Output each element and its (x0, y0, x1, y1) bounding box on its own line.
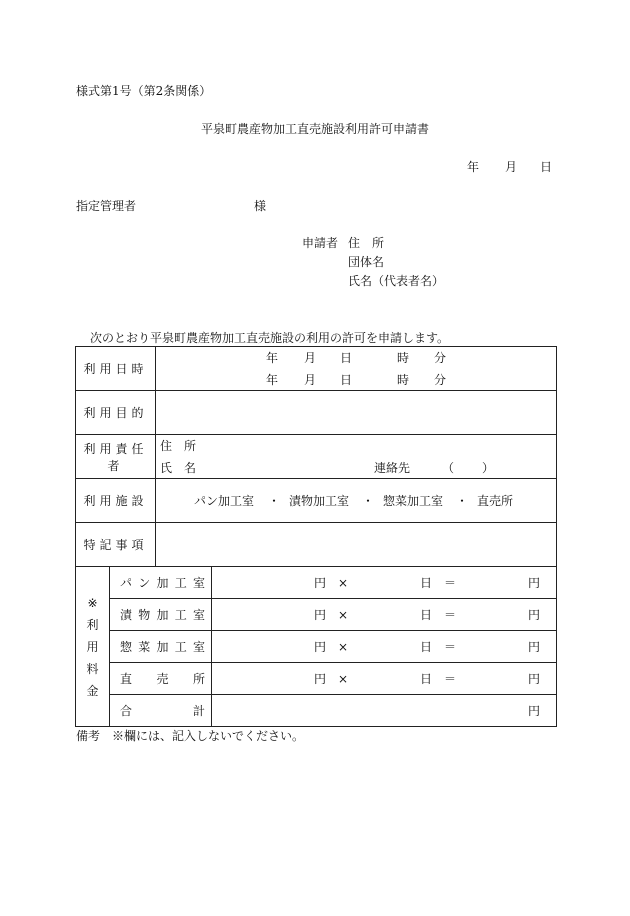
fee-side-char: 用 (86, 639, 99, 654)
dt-end-minute: 分 (434, 373, 447, 387)
dt-end-hour: 時 (397, 373, 410, 387)
form-code: 様式第1号（第2条関係） (76, 84, 212, 98)
applicant-name-label: 氏名（代表者名） (348, 274, 445, 288)
addressee-label: 指定管理者 (76, 199, 137, 213)
manager-contact-label: 連絡先 (374, 461, 411, 475)
purpose-field[interactable] (156, 391, 557, 435)
fee-row (76, 631, 557, 663)
form-title: 平泉町農産物加工直売施設利用許可申請書 (200, 122, 429, 136)
manager-field[interactable] (156, 435, 557, 479)
fee-label-shop: 直 売 所 (110, 663, 212, 695)
fee-label-pickles: 漬 物 加 工 室 (110, 599, 212, 631)
remarks-row (76, 523, 557, 567)
dt-start-day: 日 (340, 351, 353, 365)
fee-side-char: 利 (86, 617, 99, 632)
fee-label-deli: 惣 菜 加 工 室 (110, 631, 212, 663)
fee-calc-pickles[interactable]: 円 × 日 ＝ 円 (212, 599, 557, 631)
dt-end-year: 年 (266, 373, 279, 387)
contact-paren-open: （ (442, 461, 455, 475)
contact-paren-close: ） (482, 461, 495, 475)
fee-label-bread: パ ン 加 工 室 (110, 567, 212, 599)
purpose-label: 利用目的 (76, 391, 156, 435)
purpose-row (76, 391, 557, 435)
fee-calc-bread[interactable]: 円 × 日 ＝ 円 (212, 567, 557, 599)
fee-side-char: 金 (86, 683, 99, 698)
datetime-row (76, 347, 557, 391)
facility-option-deli[interactable]: 惣菜加工室 (383, 494, 444, 508)
manager-name-label: 氏 名 (160, 461, 197, 475)
manager-address-label: 住 所 (160, 439, 197, 453)
facility-sep: ・ (456, 494, 469, 508)
dt-start-minute: 分 (434, 351, 447, 365)
remarks-field[interactable] (156, 523, 557, 567)
dt-start-hour: 時 (397, 351, 410, 365)
facility-option-pickles[interactable]: 漬物加工室 (289, 494, 350, 508)
datetime-field[interactable] (156, 347, 557, 391)
dt-end-month: 月 (304, 373, 317, 387)
dt-start-month: 月 (304, 351, 317, 365)
manager-row (76, 435, 557, 479)
addressee-suffix: 様 (254, 199, 267, 213)
application-table (75, 346, 557, 727)
fee-calc-deli[interactable]: 円 × 日 ＝ 円 (212, 631, 557, 663)
fee-side-label (76, 567, 110, 727)
applicant-group-label: 団体名 (348, 255, 385, 269)
fee-total-row (76, 695, 557, 727)
footnote: 備考 ※欄には、記入しないでください。 (76, 729, 305, 743)
date-day-label: 日 (540, 160, 553, 174)
facility-sep: ・ (362, 494, 375, 508)
remarks-label: 特記事項 (76, 523, 156, 567)
fee-row (76, 663, 557, 695)
facility-field (156, 479, 557, 523)
dt-end-day: 日 (340, 373, 353, 387)
facility-option-shop[interactable]: 直売所 (477, 494, 514, 508)
fee-side-char: ※ (87, 595, 98, 610)
fee-row (76, 567, 557, 599)
facility-sep: ・ (268, 494, 281, 508)
date-month-label: 月 (505, 160, 518, 174)
applicant-label: 申請者 (302, 236, 339, 250)
fee-label-total: 合 計 (110, 695, 212, 727)
fee-side-char: 料 (86, 661, 99, 676)
datetime-label: 利用日時 (76, 347, 156, 391)
fee-row (76, 599, 557, 631)
applicant-address-label: 住 所 (348, 236, 385, 250)
fee-calc-shop[interactable]: 円 × 日 ＝ 円 (212, 663, 557, 695)
facility-label: 利用施設 (76, 479, 156, 523)
facility-row (76, 479, 557, 523)
intro-text: 次のとおり平泉町農産物加工直売施設の利用の許可を申請します。 (90, 331, 450, 345)
fee-calc-total[interactable]: 円 (212, 695, 557, 727)
date-year-label: 年 (467, 160, 480, 174)
facility-option-bread[interactable]: パン加工室 (194, 494, 255, 508)
manager-label: 利用責任者 (76, 435, 156, 479)
dt-start-year: 年 (266, 351, 279, 365)
